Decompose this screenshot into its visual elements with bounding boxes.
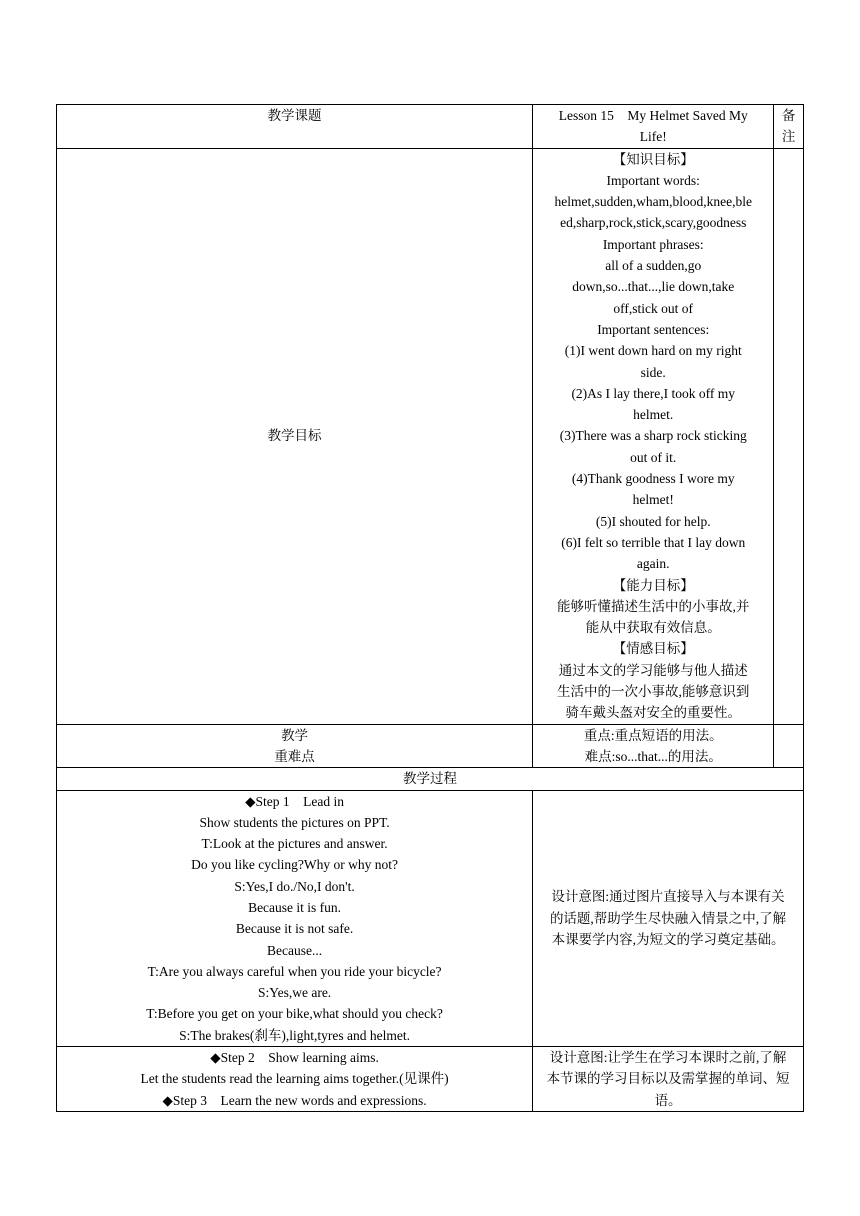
step1-line: ◆Step 1 Lead in (245, 793, 344, 809)
objective-line: Important phrases: (602, 236, 704, 252)
step1-line: S:Yes,I do./No,I don't. (234, 878, 355, 894)
lesson-title-line-2: Life! (639, 129, 667, 145)
design-note-line: 的话题,帮助学生尽快融入情景之中,了解 (549, 910, 787, 926)
objective-line: 【知识目标】 (612, 151, 694, 167)
objective-line: again. (636, 556, 670, 572)
step2-row (57, 1047, 804, 1112)
objective-line: Important words: (606, 172, 700, 188)
objective-line: 骑车戴头盔对安全的重要性。 (565, 705, 741, 721)
objective-line: (2)As I lay there,I took off my (571, 385, 736, 401)
step3-line: ◆Step 3 Learn the new words and expressions. (162, 1092, 427, 1108)
objective-line: (4)Thank goodness I wore my (571, 471, 735, 487)
objective-line: 【能力目标】 (612, 577, 694, 593)
remark-label-line-2: 注 (781, 129, 796, 145)
process-header-row (57, 768, 804, 790)
topic-label-cell (57, 105, 533, 149)
lesson-title-line-1: Lesson 15 My Helmet Saved My (558, 108, 748, 123)
objective-line: 【情感目标】 (612, 641, 694, 657)
design-note-line: 语。 (654, 1092, 682, 1108)
objective-line: down,so...that...,lie down,take (572, 279, 735, 295)
key-points-content-cell (533, 724, 774, 768)
objective-line: helmet! (632, 492, 674, 508)
step1-line: T:Look at the pictures and answer. (201, 836, 388, 852)
objective-line: 能够听懂描述生活中的小事故,并 (557, 598, 750, 614)
lesson-plan-table (56, 104, 804, 1112)
step1-line: Show students the pictures on PPT. (199, 814, 390, 830)
objective-line: (1)I went down hard on my right (564, 343, 742, 359)
key-points-row (57, 724, 804, 768)
key-points-label-line-1: 教学 (281, 727, 309, 743)
objective-line: out of it. (630, 449, 677, 465)
step2-design-note-cell (533, 1047, 804, 1112)
step1-line: S:The brakes(刹车),light,tyres and helmet. (179, 1027, 411, 1043)
topic-label: 教学课题 (267, 108, 322, 123)
objectives-row (57, 148, 804, 724)
key-points-label-cell (57, 724, 533, 768)
lesson-title-cell (533, 105, 774, 149)
objective-line: 生活中的一次小事故,能够意识到 (557, 684, 750, 700)
objectives-label-cell (57, 148, 533, 724)
process-header-cell (57, 768, 804, 790)
topic-row (57, 105, 804, 149)
design-note-line: 设计意图:让学生在学习本课时之前,了解 (549, 1050, 787, 1066)
objective-line: side. (640, 364, 666, 380)
difficult-point-line: 难点:so...that...的用法。 (584, 748, 722, 764)
objective-line: off,stick out of (613, 300, 694, 316)
objective-line: 能从中获取有效信息。 (585, 620, 721, 636)
objective-line: Important sentences: (597, 321, 710, 337)
step1-line: Because it is not safe. (235, 921, 354, 937)
process-label: 教学过程 (403, 771, 457, 787)
step1-line: Do you like cycling?Why or why not? (191, 857, 399, 873)
step2-line: Let the students read the learning aims together.(见课件) (140, 1071, 449, 1087)
step2-content-cell (57, 1047, 533, 1112)
step1-line: T:Are you always careful when you ride your bicycle? (147, 963, 442, 979)
step1-row (57, 790, 804, 1047)
step1-line: Because... (267, 942, 323, 958)
objective-line: helmet. (633, 407, 674, 423)
objective-line: ed,sharp,rock,stick,scary,goodness (560, 215, 747, 231)
objective-line: (3)There was a sharp rock sticking (559, 428, 747, 444)
key-point-line: 重点:重点短语的用法。 (583, 727, 723, 743)
remark-header-cell (774, 105, 804, 149)
step1-design-note-cell (533, 790, 804, 1047)
step1-line: T:Before you get on your bike,what should you check? (146, 1006, 443, 1022)
objectives-remark-cell (774, 148, 804, 724)
step1-line: S:Yes,we are. (257, 985, 332, 1001)
objective-line: all of a sudden,go (605, 258, 702, 274)
objective-line: helmet,sudden,wham,blood,knee,ble (554, 194, 753, 210)
step2-line: ◆Step 2 Show learning aims. (210, 1050, 379, 1066)
design-note-line: 本课要学内容,为短文的学习奠定基础。 (551, 931, 785, 947)
objectives-content-cell (533, 148, 774, 724)
step1-line: Because it is fun. (248, 899, 342, 915)
objective-line: (6)I felt so terrible that I lay down (561, 534, 746, 550)
key-points-label-line-2: 重难点 (274, 748, 315, 764)
design-note-line: 设计意图:通过图片直接导入与本课有关 (551, 889, 785, 905)
step1-content-cell (57, 790, 533, 1047)
objective-line: 通过本文的学习能够与他人描述 (558, 662, 748, 678)
objectives-label: 教学目标 (267, 428, 322, 444)
design-note-line: 本节课的学习目标以及需掌握的单词、短 (546, 1071, 790, 1087)
objective-line: (5)I shouted for help. (595, 513, 711, 529)
key-points-remark-cell (774, 724, 804, 768)
remark-label-line-1: 备 (781, 108, 796, 123)
